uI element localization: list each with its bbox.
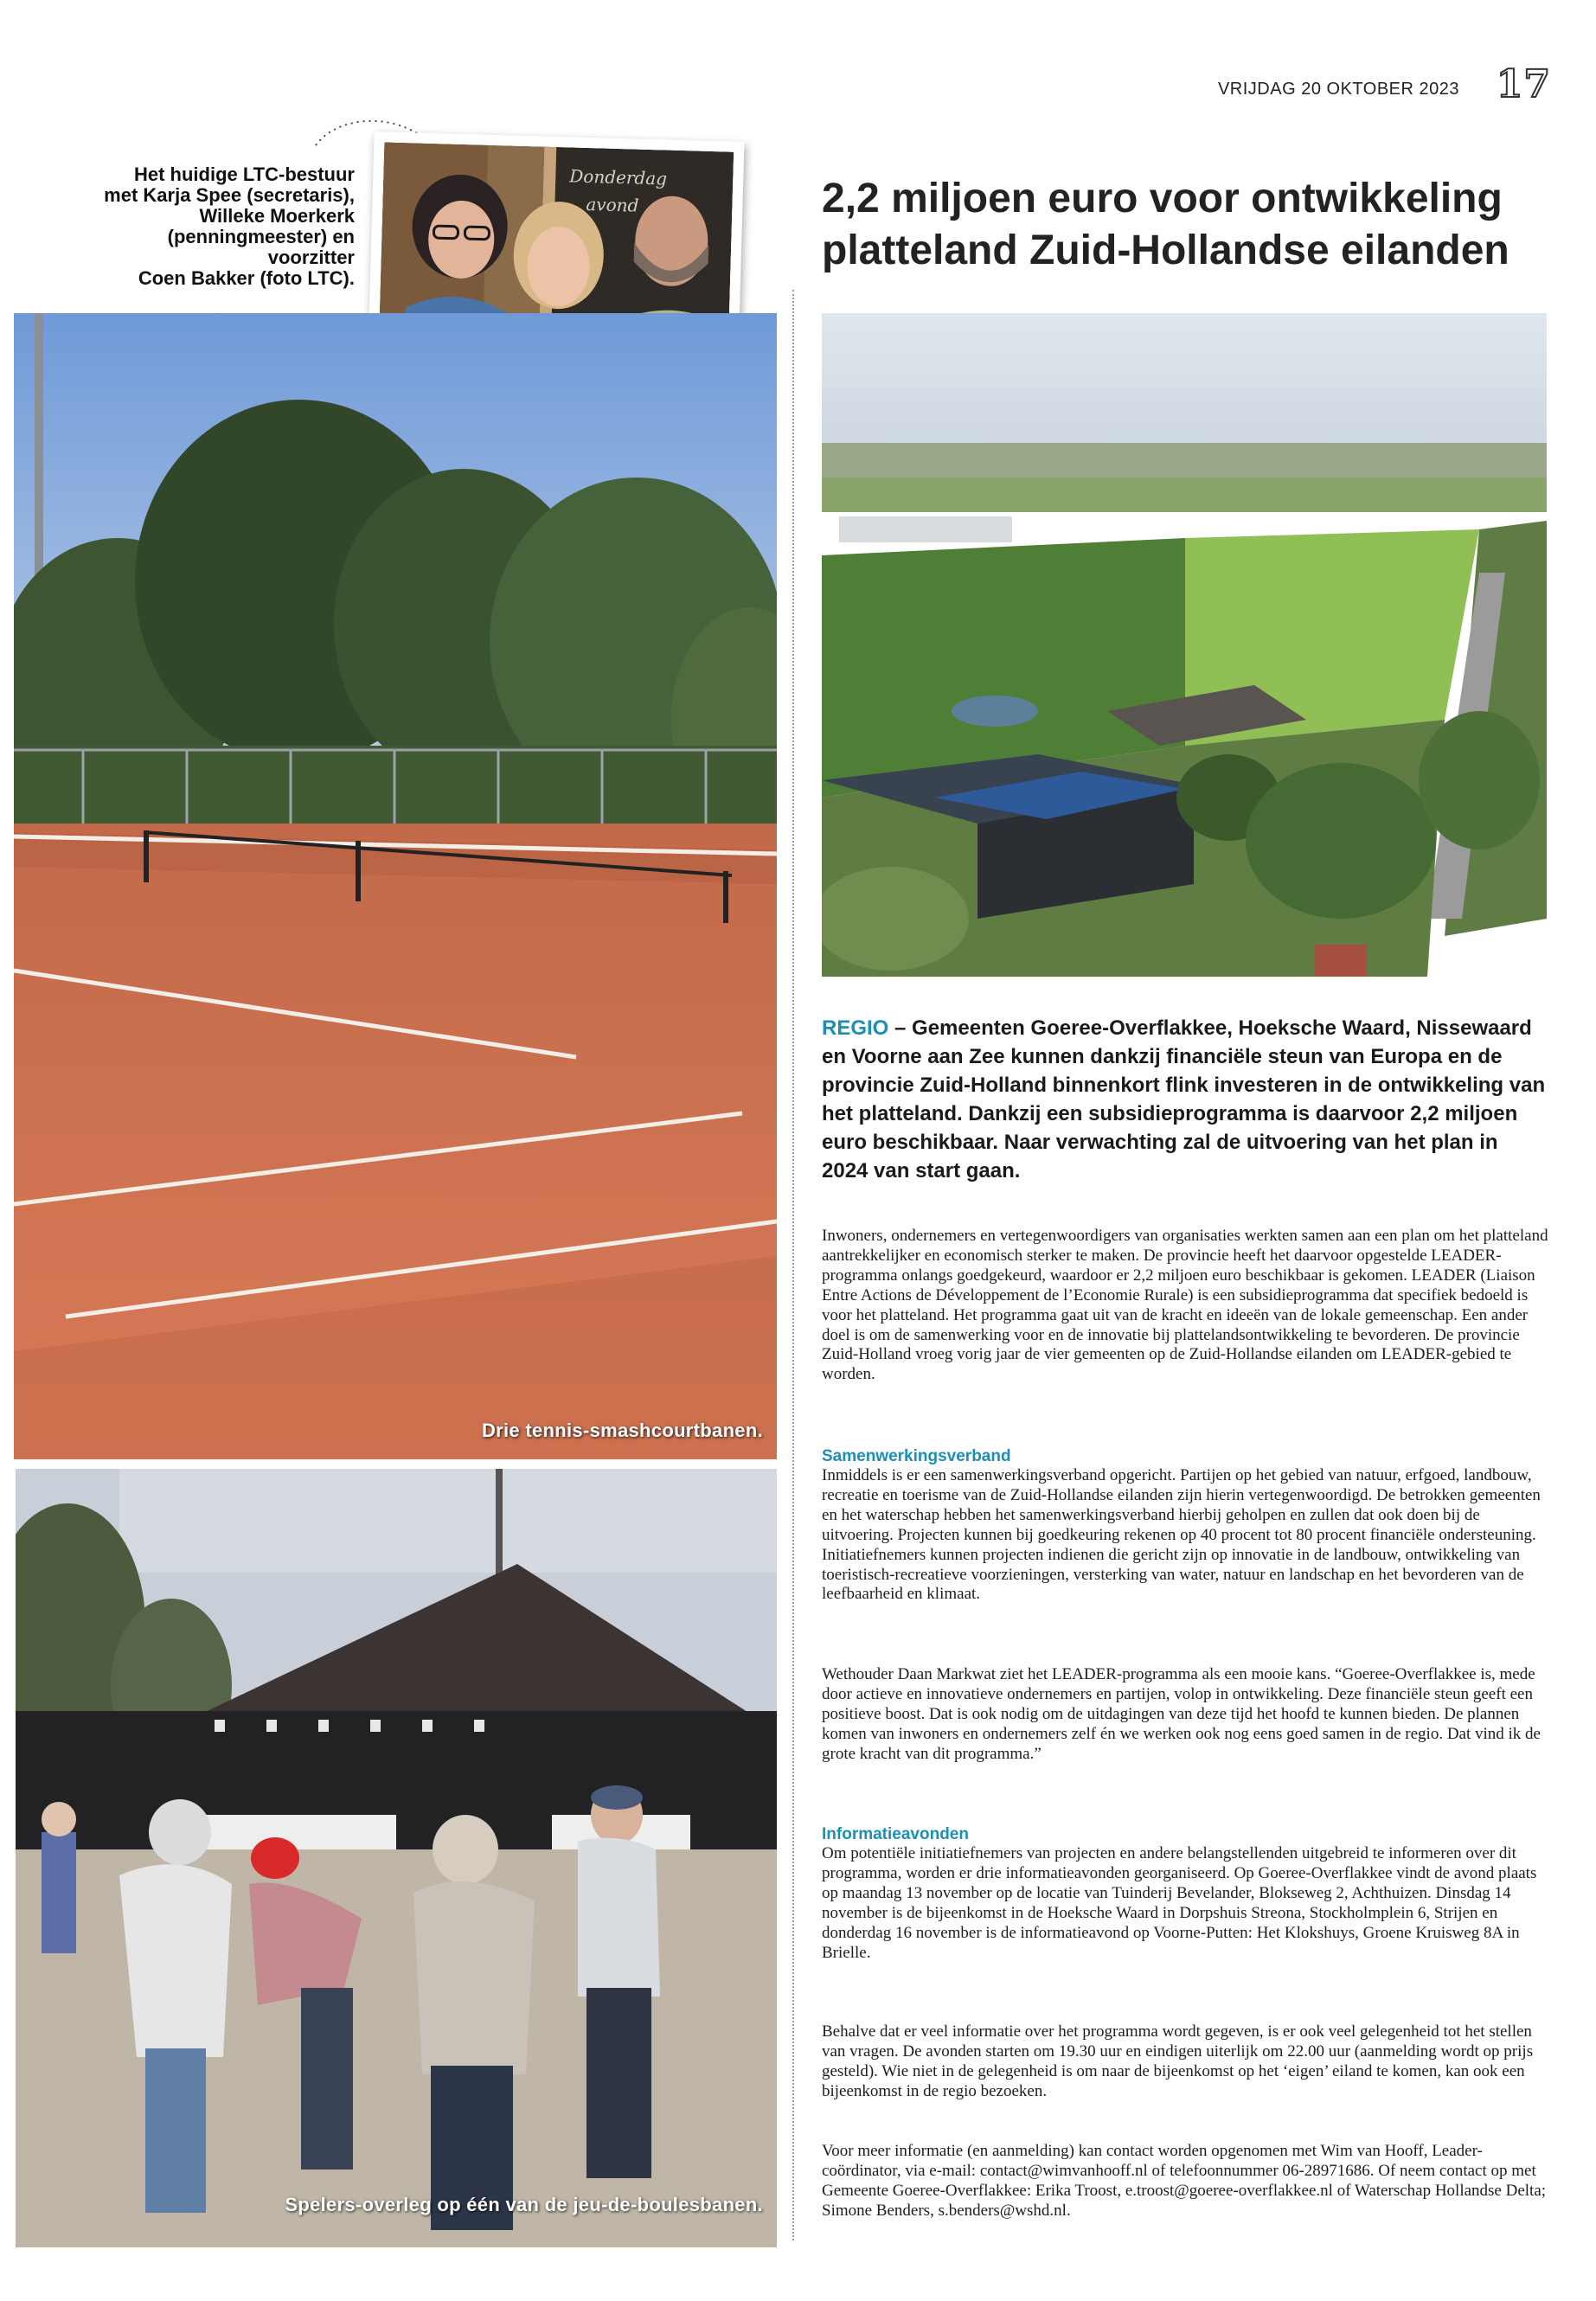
issue-date: VRIJDAG 20 OKTOBER 2023 [1217, 80, 1459, 99]
page-number: 17 [1496, 62, 1551, 106]
body-paragraph-5: Behalve dat er veel informatie over het programma wordt gegeven, is er ook veel gelegenheid tot het stellen van vragen. De avonden starten om 19.30 uur en eindigen uiterlijk om 22.00 uur (aanmelding wordt op prijs gesteld). Wie niet in de gelegenheid is om naar de bijeenkomst op het ‘eigen’ eiland te komen, kan ook een bijeenkomst in de regio bezoeken. [822, 2022, 1534, 2100]
section-informatieavonden [822, 1825, 1550, 1963]
column-divider [792, 290, 794, 2240]
body-paragraph-4: Om potentiële initiatiefnemers van projecten en andere belangstellenden uitgebreid te informeren over dit programma, worden er drie informatieavonden georganiseerd. Op Goeree-Overflakkee vindt de avond plaats op maandag 13 november op de locatie van Tuinderij Bevelander, Blokseweg 2, Achthuizen. Dinsdag 14 november is de bijeenkomst in de Hoeksche Waard in Dorpshuis Streona, Stockholmplein 6, Strijen en donderdag 16 november is de informatieavond op Voorne-Putten: Het Klokshuys, Groene Kruisweg 8A in Brielle. [822, 1844, 1537, 1962]
headline-line: platteland Zuid-Hollandse eilanden [822, 228, 1509, 273]
body-paragraph-2: Inmiddels is er een samenwerkingsverband opgericht. Partijen op het gebied van natuur, erfgoed, landbouw, recreatie en toerisme van de Zuid-Hollandse eilanden zijn hierin vertegenwoordigd. De betrokken gemeenten en het waterschap hebben het samenwerkingsverband hierbij geholpen en zullen dat ook doen bij de uitvoering. Projecten kunnen bij goedkeuring rekenen op 40 procent tot 80 procent financiële ondersteuning. Initiatiefnemers kunnen projecten indienen die gericht zijn op innovatie in de landbouw, ontwikkeling van toeristisch-recreatieve voorzieningen, versterking van water, natuur en landschap en het bevorderen van de leefbaarheid en klimaat. [822, 1466, 1541, 1604]
tennis-photo-caption: Drie tennis-smashcourtbanen. [481, 1420, 763, 1441]
subhead-informatieavonden: Informatieavonden [822, 1825, 969, 1843]
board-photo-caption [78, 164, 355, 289]
intro-text: – Gemeenten Goeree-Overflakkee, Hoeksche Waard, Nissewaard en Voorne aan Zee kunnen dankzij financiële steun van Europa en de provincie Zuid-Holland binnenkort flink investeren in de ontwikkeling van het platteland. Dankzij een subsidieprogramma is daarvoor 2,2 miljoen euro beschikbaar. Naar verwachting zal de uitvoering van het plan in 2024 van start gaan. [822, 1016, 1546, 1183]
caption-line: Het huidige LTC-bestuur [133, 163, 355, 185]
tennis-courts-image [14, 313, 777, 1459]
aerial-farmland-image [822, 313, 1547, 977]
section-samenwerking [822, 1447, 1550, 1605]
caption-line: met Karja Spee (secretaris), [104, 184, 355, 206]
caption-line: (penningmeester) en voorzitter [167, 226, 355, 268]
boules-players-image [16, 1469, 777, 2247]
svg-text:Donderdag: Donderdag [569, 165, 668, 189]
subhead-samenwerkingsverband: Samenwerkingsverband [822, 1447, 1011, 1465]
caption-line: Coen Bakker (foto LTC). [138, 267, 355, 289]
boules-photo-caption: Spelers-overleg op één van de jeu-de-boulesbanen. [285, 2194, 763, 2215]
tennis-courts-photo [14, 313, 777, 1459]
svg-text:avond: avond [586, 193, 639, 216]
article-headline [822, 173, 1566, 277]
article-intro [822, 1014, 1548, 1185]
headline-line: 2,2 miljoen euro voor ontwikkeling [822, 176, 1503, 221]
boules-photo [16, 1469, 777, 2247]
body-paragraph-3: Wethouder Daan Markwat ziet het LEADER-programma als een mooie kans. “Goeree-Overflakkee is, mede door actieve en innovatieve ondernemers en partijen, volop in ontwikkeling. Deze financiële steun geeft een positieve boost. Dat is ook nodig om de uitdagingen van deze tijd het hoofd te kunnen bieden. De plannen komen van inwoners en ondernemers zelf én we werken ook nog eens goed samen in de regio. Dat vind ik de grote kracht van dit programma.” [822, 1665, 1541, 1763]
aerial-farmland-photo [822, 313, 1547, 977]
body-paragraph-6: Voor meer informatie (en aanmelding) kan contact worden opgenomen met Wim van Hooff, Leader-coördinator, via e-mail: contact@wimvanhooff.nl of telefoonnummer 06-28971686. Of neem contact op met Gemeente Goeree-Overflakkee: Erika Troost, e.troost@goeree-overflakkee.nl of Waterschap Hollandse Delta; Simone Benders, s.benders@wshd.nl. [822, 2142, 1547, 2220]
region-kicker: REGIO [822, 1016, 889, 1040]
body-paragraph-1: Inwoners, ondernemers en vertegenwoordigers van organisaties werkten samen aan een plan om het platteland aantrekkelijker en economisch sterker te maken. De provincie heeft het daarvoor opgestelde LEADER-programma onlangs goedgekeurd, waardoor er 2,2 miljoen euro beschikbaar is gekomen. LEADER (Liaison Entre Actions de Développement de l’Economie Rurale) is een subsidieprogramma dat specifiek bedoeld is voor het platteland. Het programma gaat uit van de kracht en ideeën van de lokale gemeenschap. Een ander doel is om de samenwerking voor en de innovatie bij plattelandsontwikkeling te bevorderen. De provincie Zuid-Holland vroeg vorig jaar de vier gemeenten op de Zuid-Hollandse eilanden om LEADER-gebied te worden. [822, 1227, 1548, 1384]
caption-line: Willeke Moerkerk [199, 205, 355, 227]
